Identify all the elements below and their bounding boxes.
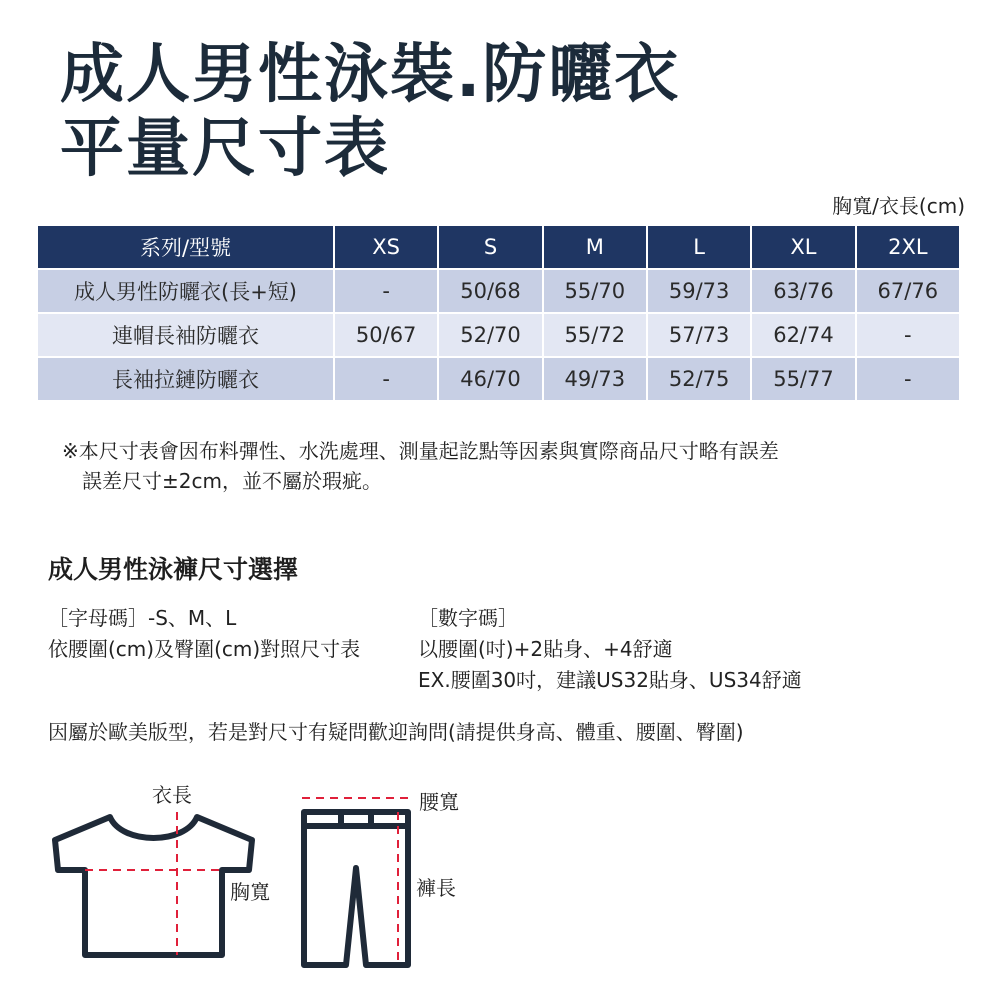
cell-xs: - [334,269,438,313]
title-line-1: 成人男性泳裝.防曬衣 [60,38,681,112]
cell-2xl: - [856,357,960,401]
row-name: 成人男性防曬衣(長+短) [37,269,334,313]
pants-icon [304,812,408,965]
cell-xl: 62/74 [751,313,855,357]
shirt-length-label: 衣長 [152,783,192,807]
letter-size-desc: 依腰圍(cm)及臀圍(cm)對照尺寸表 [48,637,361,661]
row-name: 長袖拉鏈防曬衣 [37,357,334,401]
header-xl: XL [751,225,855,269]
cell-l: 52/75 [647,357,751,401]
header-xs: XS [334,225,438,269]
header-l: L [647,225,751,269]
pants-length-label: 褲長 [416,876,456,900]
number-size-example: EX.腰圍30吋，建議US32貼身、US34舒適 [418,668,802,692]
number-size-heading: ［數字碼］ [418,606,518,630]
header-series: 系列/型號 [37,225,334,269]
cell-l: 59/73 [647,269,751,313]
cell-m: 55/70 [543,269,647,313]
title-line-2: 平量尺寸表 [60,112,390,186]
cell-xl: 55/77 [751,357,855,401]
waist-width-label: 腰寬 [419,790,459,814]
cell-xs: - [334,357,438,401]
cell-m: 49/73 [543,357,647,401]
tshirt-icon [55,817,252,955]
cell-s: 46/70 [438,357,542,401]
swim-pants-title: 成人男性泳褲尺寸選擇 [48,555,299,584]
note-line-1: ※本尺寸表會因布料彈性、水洗處理、測量起訖點等因素與實際商品尺寸略有誤差 [62,439,779,463]
header-m: M [543,225,647,269]
row-name: 連帽長袖防曬衣 [37,313,334,357]
cell-s: 50/68 [438,269,542,313]
cell-l: 57/73 [647,313,751,357]
chest-width-label: 胸寬 [230,880,270,904]
letter-size-heading: ［字母碼］-S、M、L [48,606,237,630]
unit-note: 胸寬/衣長(cm) [832,194,965,218]
cell-2xl: 67/76 [856,269,960,313]
note-line-2: 誤差尺寸±2cm，並不屬於瑕疵。 [82,469,382,493]
cell-s: 52/70 [438,313,542,357]
header-2xl: 2XL [856,225,960,269]
cell-2xl: - [856,313,960,357]
cell-m: 55/72 [543,313,647,357]
shirt-measure-lines [85,812,222,955]
cell-xs: 50/67 [334,313,438,357]
inquiry-note: 因屬於歐美版型，若是對尺寸有疑問歡迎詢問(請提供身高、體重、腰圍、臀圍) [48,720,744,744]
cell-xl: 63/76 [751,269,855,313]
number-size-desc: 以腰圍(吋)+2貼身、+4舒適 [418,637,673,661]
header-s: S [438,225,542,269]
